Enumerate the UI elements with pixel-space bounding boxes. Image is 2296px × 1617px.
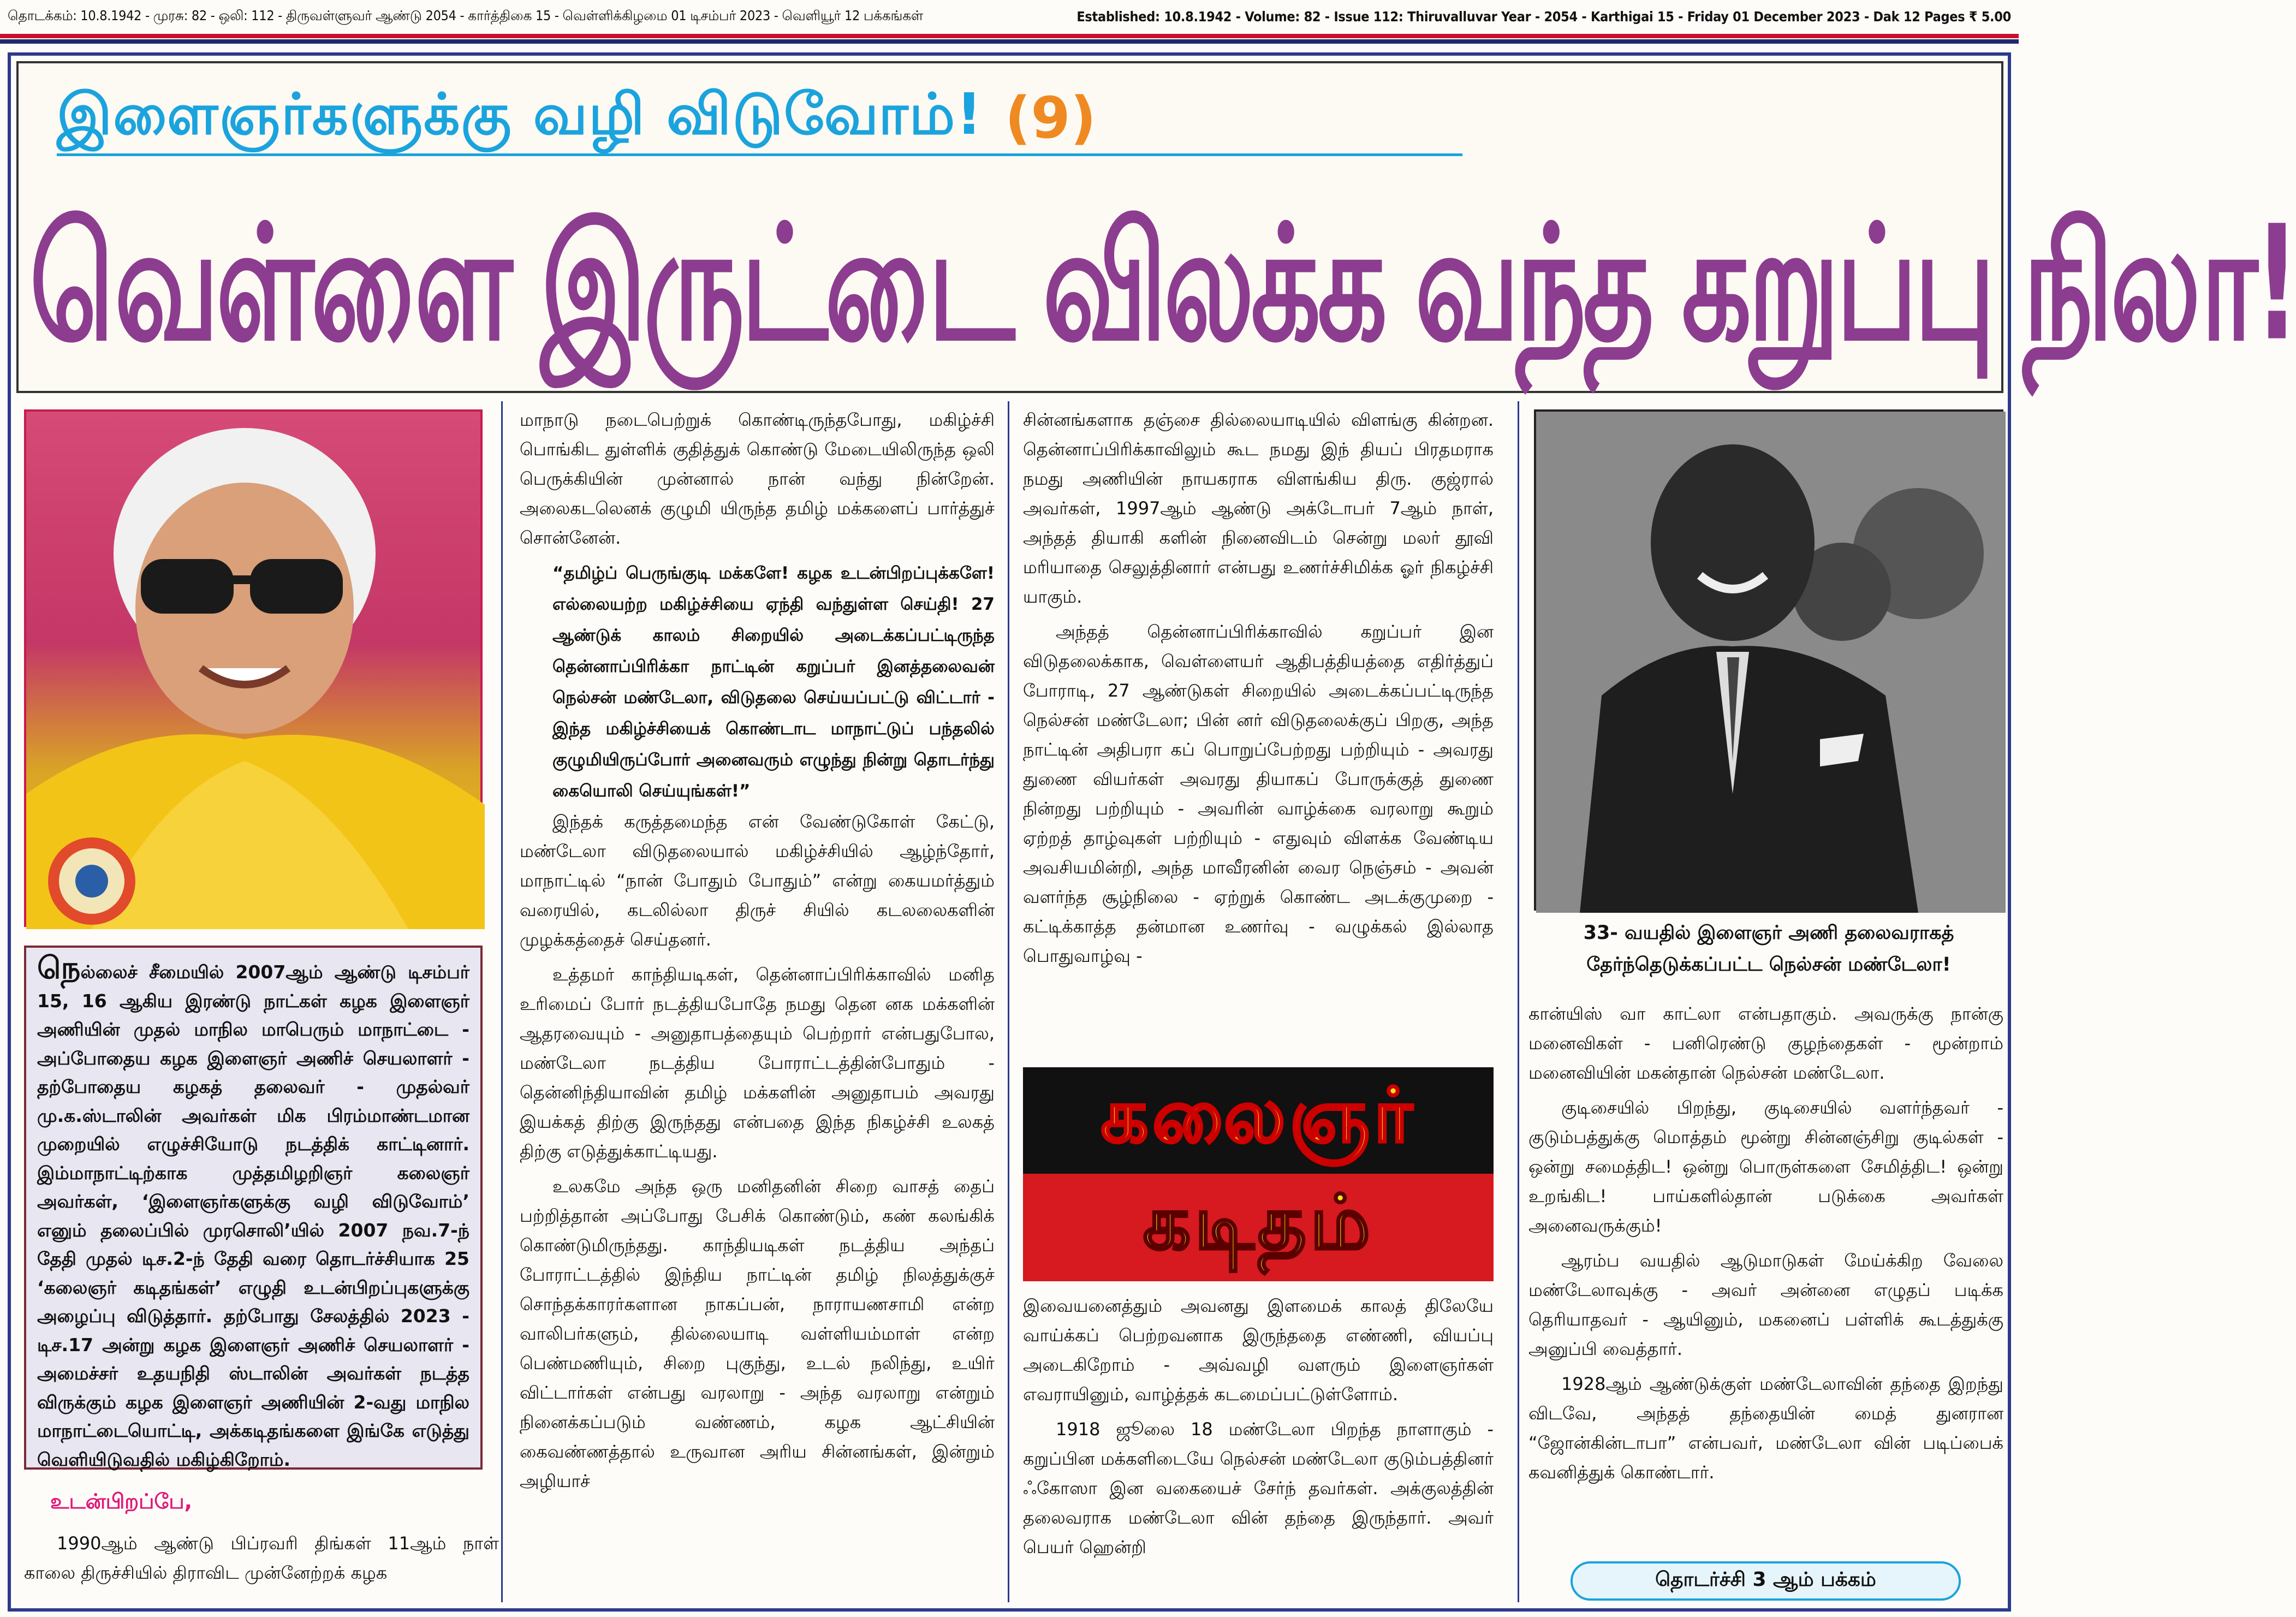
masthead-tamil-info: தொடக்கம்: 10.8.1942 - முரசு: 82 - ஒலி: 112 - திருவள்ளுவர் ஆண்டு 2054 - கார்த்திகை 15 - வெள்ளிக்கிழமை 01 டிசம்பர் 2023 - வெளியூர் 12 பக்கங்கள் <box>8 7 924 23</box>
column-3-text-top <box>1023 405 1494 976</box>
kalaignar-kaditham-logo <box>1023 1067 1494 1281</box>
headline-box <box>16 61 2296 393</box>
caption-line: தேர்ந்தெடுக்கப்பட்ட நெல்சன் மண்டேலா! <box>1586 954 1951 976</box>
paragraph: சின்னங்களாக தஞ்சை தில்லையாடியில் விளங்கு கின்றன. தென்னாப்பிரிக்காவிலும் கூட நமது இந் தியப் பிரதமராக நமது அணியின் நாயகராக விளங்கிய திரு. குஜ்ரால் அவர்கள், 1997ஆம் ஆண்டு அக்டோபர் 7ஆம் நாள், அந்தத் தியாகி களின் நினைவிடம் சென்று மலர் தூவி மரியாதை செலுத்தினார் என்பது உணர்ச்சிமிக்க ஓர் நிகழ்ச்சி யாகும். <box>1023 409 1494 607</box>
column-divider <box>1518 401 1519 1602</box>
paragraph: 1928ஆம் ஆண்டுக்குள் மண்டேலாவின் தந்தை இறந்து விடவே, அந்தத் தந்தையின் மைத் துனரான “ஜோன்கின்டாபா” என்பவர், மண்டேலா வின் படிப்பைக் கவனித்துக் கொண்டார். <box>1528 1374 2003 1483</box>
paragraph: அந்தத் தென்னாப்பிரிக்காவில் கறுப்பர் இன விடுதலைக்காக, வெள்ளையர் ஆதிபத்தியத்தை எதிர்த்துப் போராடி, 27 ஆண்டுகள் சிறையில் அடைக்கப்பட்டிருந்த நெல்சன் மண்டேலா; பின் னர் விடுதலைக்குப் பிறகு, அந்த நாட்டின் அதிபரா கப் பொறுப்பேற்றது பற்றியும் - அவரது துணை வியர்கள் அவரது தியாகப் போருக்குத் துணை நின்றது பற்றியும் - அவரின் வாழ்க்கை வரலாறு கூறும் ஏற்றத் தாழ்வுகள் பற்றியும் - எதுவும் விளக்க வேண்டிய அவசியமின்றி, அந்த மாவீரனின் வைர நெஞ்சம் - அவன் வளர்ந்த சூழ்நிலை - ஏற்றுக் கொண்ட அடக்குமுறை - கட்டிக்காத்த தன்மான உணர்வு - வழுக்கல் இல்லாத பொதுவாழ்வு - <box>1023 621 1494 966</box>
paragraph: மாநாடு நடைபெற்றுக் கொண்டிருந்தபோது, மகிழ்ச்சி பொங்கிட துள்ளிக் குதித்துக் கொண்டு மேடையிலிருந்த ஒலி பெருக்கியின் முன்னால் நான் வந்து நின்றேன். அலைகடலெனக் குழுமி யிருந்த தமிழ் மக்களைப் பார்த்துச் சொன்னேன். <box>520 409 995 548</box>
series-number: (9) <box>1004 85 1097 151</box>
portrait-photo-nelson-mandela <box>1534 409 2003 911</box>
column-divider <box>1008 401 1009 1602</box>
mandela-portrait-illustration <box>1536 412 2006 913</box>
logo-line-kaditham: கடிதம் <box>1023 1174 1494 1281</box>
column-4-text <box>1528 999 2003 1493</box>
paragraph: 1990ஆம் ஆண்டு பிப்ரவரி திங்கள் 11ஆம் நாள் காலை திருச்சியில் திராவிட முன்னேற்றக் கழக <box>24 1533 499 1583</box>
paragraph: உலகமே அந்த ஒரு மனிதனின் சிறை வாசத் தைப் பற்றித்தான் அப்போது பேசிக் கொண்டும், கண் கலங்கிக் கொண்டுமிருந்தது. காந்தியடிகள் நடத்திய அந்தப் போராட்டத்தில் இந்திய நாட்டின் தமிழ் நிலத்துக்குச் சொந்தக்காரர்களான நாகப்பன், நாராயணசாமி என்ற வாலிபர்களும், தில்லையாடி வள்ளியம்மாள் என்ற பெண்மணியும், சிறை புகுந்து, உடல் நலிந்து, உயிர் விட்டார்கள் என்பது வரலாறு - அந்த வரலாறு என்றும் நினைக்கப்படும் வண்ணம், கழக ஆட்சியின் கைவண்ணத்தால் உருவான அரிய சின்னங்கள், இன்றும் அழியாச் <box>520 1176 995 1491</box>
masthead-red-rule <box>0 34 2019 38</box>
paragraph: 1918 ஜூலை 18 மண்டேலா பிறந்த நாளாகும் - கறுப்பின மக்களிடையே நெல்சன் மண்டேலா குடும்பத்தினர் ஃகோஸா இன வகையைச் சேர்ந் தவர்கள். அக்குலத்தின் தலைவராக மண்டேலா வின் தந்தை இருந்தார். அவர் பெயர் ஹென்றி <box>1023 1419 1494 1557</box>
paragraph: இவையனைத்தும் அவனது இளமைக் காலத் திலேயே வாய்க்கப் பெற்றவனாக இருந்ததை எண்ணி, வியப்பு அடைகிறோம் - அவ்வழி வளரும் இளைஞர்கள் எவராயினும், வாழ்த்தக் கடமைப்பட்டுள்ளோம். <box>1023 1295 1494 1405</box>
continued-on-page-badge[interactable]: தொடர்ச்சி 3 ஆம் பக்கம் <box>1571 1561 1961 1601</box>
column-2-text <box>520 405 995 1501</box>
column-divider <box>501 401 503 1602</box>
main-headline: வெள்ளை இருட்டை விலக்க வந்த கறுப்பு நிலா! <box>29 192 2296 377</box>
mandela-photo-caption <box>1534 917 2003 988</box>
paragraph: குடிசையில் பிறந்து, குடிசையில் வளர்ந்தவர் - குடும்பத்துக்கு மொத்தம் மூன்று சின்னஞ்சிறு குடில்கள் - ஒன்று சமைத்திட! ஒன்று பொருள்களை சேமித்திட! ஒன்று உறங்கிட! பாய்களில்தான் படுக்கை அவர்கள் அனைவருக்கும்! <box>1528 1097 2003 1236</box>
kalaignar-portrait-illustration <box>26 412 485 929</box>
series-title: இளைஞர்களுக்கு வழி விடுவோம்! <box>57 81 983 147</box>
paragraph: கான்யிஸ் வா காட்லா என்பதாகும். அவருக்கு நான்கு மனைவிகள் - பனிரெண்டு குழந்தைகள் - மூன்றாம் மனைவியின் மகன்தான் நெல்சன் மண்டேலா. <box>1528 1003 2003 1083</box>
masthead-blue-rule <box>0 39 2019 44</box>
column-1-text <box>24 1529 499 1593</box>
paragraph: உத்தமர் காந்தியடிகள், தென்னாப்பிரிக்காவில் மனித உரிமைப் போர் நடத்தியபோதே நமது தென னக மக்களின் ஆதரவையும் - அனுதாபத்தையும் பெற்றார் என்பதுபோல, மண்டேலா நடத்திய போராட்டத்தின்போதும் - தென்னிந்தியாவின் தமிழ் மக்களின் அனுதாபம் அவரது இயக்கத் திற்கு இருந்தது என்பதை இந்த நிகழ்ச்சி உலகத் திற்கு எடுத்துக்காட்டியது. <box>520 964 995 1162</box>
paragraph: இந்தக் கருத்தமைந்த என் வேண்டுகோள் கேட்டு, மண்டேலா விடுதலையால் மகிழ்ச்சியில் ஆழ்ந்தோர், மாநாட்டில் “நான் போதும் போதும்” என்று கையமர்த்தும் வரையில், கடலில்லா திருச் சியில் கடலலைகளின் முழக்கத்தைச் செய்தனர். <box>520 811 995 950</box>
column-3-text-bottom <box>1023 1291 1494 1567</box>
masthead-strip <box>0 0 2019 33</box>
masthead-english-info: Established: 10.8.1942 - Volume: 82 - Issue 112: Thiruvalluvar Year - 2054 - Karthigai 15 - Friday 01 December 2023 - Dak 12 Pages ₹ 5.00 <box>1076 8 2011 25</box>
portrait-photo-kalaignar <box>24 409 483 927</box>
caption-line: 33- வயதில் இளைஞர் அணி தலைவராகத் <box>1583 922 1954 944</box>
intro-dropcap: நெ <box>37 950 81 986</box>
logo-line-kalaignar: கலைஞர் <box>1023 1067 1494 1174</box>
intro-text: ல்லைச் சீமையில் 2007ஆம் ஆண்டு டிசம்பர் 15, 16 ஆகிய இரண்டு நாட்கள் கழக இளைஞர் அணியின் முதல் மாநில மாபெரும் மாநாட்டை - அப்போதைய கழக இளைஞர் அணிச் செயலாளர் - தற்போதைய கழகத் தலைவர் - முதல்வர் மு.க.ஸ்டாலின் அவர்கள் மிக பிரம்மாண்டமான முறையில் எழுச்சியோடு நடத்திக் காட்டினார். இம்மாநாட்டிற்காக முத்தமிழறிஞர் கலைஞர் அவர்கள், ‘இளைஞர்களுக்கு வழி விடுவோம்’ எனும் தலைப்பில் முரசொலி’யில் 2007 நவ.7-ந் தேதி முதல் டிச.2-ந் தேதி வரை தொடர்ச்சியாக 25 ‘கலைஞர் கடிதங்கள்’ எழுதி உடன்பிறப்புகளுக்கு அழைப்பு விடுத்தார். தற்போது சேலத்தில் 2023 - டிச.17 அன்று கழக இளைஞர் அணிச் செயலாளர் - அமைச்சர் உதயநிதி ஸ்டாலின் அவர்கள் நடத்த விருக்கும் கழக இளைஞர் அணியின் 2-வது மாநில மாநாட்டையொட்டி, அக்கடிதங்களை இங்கே எடுத்து வெளியிடுவதில் மகிழ்கிறோம். <box>37 961 469 1470</box>
quoted-speech: “தமிழ்ப் பெருங்குடி மக்களே! கழக உடன்பிறப்புக்களே! எல்லையற்ற மகிழ்ச்சியை ஏந்தி வந்துள்ள செய்தி! 27 ஆண்டுக் காலம் சிறையில் அடைக்கப்பட்டிருந்த தென்னாப்பிரிக்கா நாட்டின் கறுப்பர் இனத்தலைவன் நெல்சன் மண்டேலா, விடுதலை செய்யப்பட்டு விட்டார் - இந்த மகிழ்ச்சியைக் கொண்டாட மாநாட்டுப் பந்தலில் குழுமியிருப்போர் அனைவரும் எழுந்து நின்று தொடர்ந்து கையொலி செய்யுங்கள்!” <box>552 563 995 801</box>
letter-salutation: உடன்பிறப்பே, <box>50 1489 193 1513</box>
editor-intro-box <box>24 946 483 1470</box>
paragraph: ஆரம்ப வயதில் ஆடுமாடுகள் மேய்க்கிற வேலை மண்டேலாவுக்கு - அவர் அன்னை எழுதப் படிக்க தெரியாதவர் - ஆயினும், மகனைப் பள்ளிக் கூடத்துக்கு அனுப்பி வைத்தார். <box>1528 1250 2003 1359</box>
